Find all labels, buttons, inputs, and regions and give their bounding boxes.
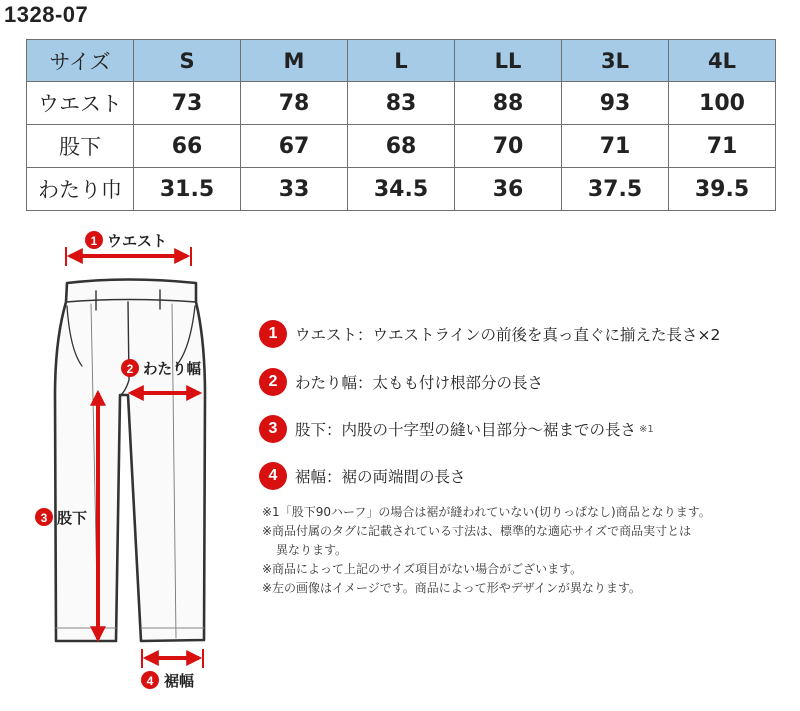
legend-item (259, 366, 543, 398)
product-code: 1328-07 (4, 2, 89, 27)
table-cell: 39.5 (669, 168, 776, 211)
table-row (27, 82, 776, 125)
table-cell: 100 (669, 82, 776, 125)
table-cell: 70 (455, 125, 562, 168)
legend-text: 裾幅：裾の両端間の長さ (295, 468, 466, 486)
legend-text: 股下：内股の十字型の縫い目部分〜裾までの長さ (295, 421, 637, 439)
row-label: ウエスト (27, 82, 134, 125)
footnote: ※商品によって上記のサイズ項目がない場合がございます。 (262, 562, 583, 576)
table-row (27, 168, 776, 211)
table-cell: 78 (241, 82, 348, 125)
size-header-row (27, 40, 776, 82)
table-cell: 37.5 (562, 168, 669, 211)
table-cell: 33 (241, 168, 348, 211)
size-header-cell: 3L (562, 40, 669, 82)
table-cell: 66 (134, 125, 241, 168)
label-text: ウエスト (107, 232, 168, 250)
label-number: 4 (146, 674, 154, 688)
size-header-cell: L (348, 40, 455, 82)
footnotes (262, 503, 782, 598)
table-cell: 83 (348, 82, 455, 125)
legend-item (259, 460, 466, 492)
legend-text: ウエスト：ウエストラインの前後を真っ直ぐに揃えた長さ×2 (295, 326, 721, 344)
table-cell: 88 (455, 82, 562, 125)
size-table (26, 39, 776, 211)
label-number: 3 (40, 511, 48, 525)
table-cell: 36 (455, 168, 562, 211)
legend-item (259, 413, 654, 445)
size-header-cell: S (134, 40, 241, 82)
legend-text: わたり幅：太もも付け根部分の長さ (295, 374, 544, 392)
legend-number: 4 (259, 462, 287, 490)
label-inseam (35, 508, 87, 527)
legend-number: 1 (259, 320, 287, 348)
legend-footnote-ref: ※1 (639, 423, 654, 435)
label-hem (141, 671, 194, 690)
size-header-cell: M (241, 40, 348, 82)
label-thigh (121, 359, 201, 378)
row-label: わたり巾 (27, 168, 134, 211)
table-cell: 34.5 (348, 168, 455, 211)
legend-item (259, 318, 720, 350)
label-text: わたり幅 (143, 362, 201, 378)
footnote: ※商品付属のタグに記載されている寸法は、標準的な適応サイズで商品実寸とは (262, 524, 692, 538)
table-cell: 67 (241, 125, 348, 168)
table-cell: 68 (348, 125, 455, 168)
legend-number: 3 (259, 415, 287, 443)
table-cell: 71 (669, 125, 776, 168)
table-cell: 71 (562, 125, 669, 168)
pants-outline (55, 280, 205, 642)
table-cell: 93 (562, 82, 669, 125)
row-label: 股下 (27, 125, 134, 168)
pants-diagram (0, 215, 240, 711)
legend-number: 2 (259, 368, 287, 396)
footnote-continuation: 異なります。 (276, 543, 348, 557)
label-waist (85, 231, 167, 250)
table-cell: 73 (134, 82, 241, 125)
label-text: 裾幅 (164, 672, 195, 690)
table-cell: 31.5 (134, 168, 241, 211)
label-number: 1 (90, 234, 98, 248)
label-text: 股下 (57, 509, 88, 527)
size-header-cell: 4L (669, 40, 776, 82)
size-header-label: サイズ (27, 40, 134, 82)
table-row (27, 125, 776, 168)
footnote: ※左の画像はイメージです。商品によって形やデザインが異なります。 (262, 581, 641, 595)
label-number: 2 (126, 362, 134, 376)
footnote: ※1「股下90ハーフ」の場合は裾が縫われていない(切りっぱなし)商品となります。 (262, 505, 711, 519)
size-header-cell: LL (455, 40, 562, 82)
